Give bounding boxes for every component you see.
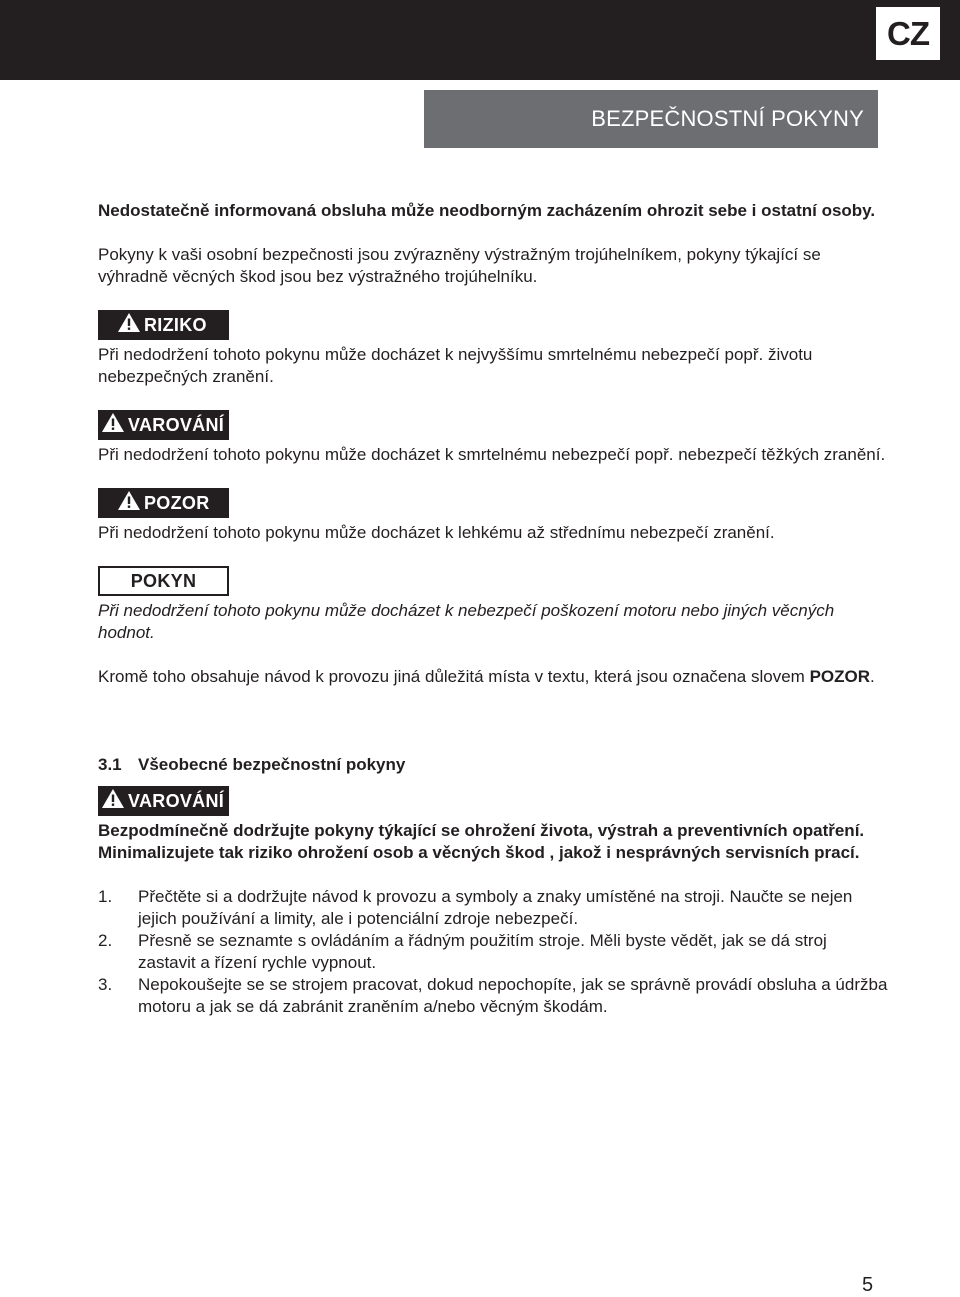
pozor-label bbox=[98, 488, 229, 518]
riziko-text: Při nedodržení tohoto pokynu může docházet k nejvyššímu smrtelnému nebezpečí popř. životu nebezpečných zranění. bbox=[98, 345, 813, 386]
warning-triangle-icon bbox=[102, 789, 124, 813]
pokyn-block bbox=[98, 566, 888, 644]
riziko-label bbox=[98, 310, 229, 340]
note-keyword: POZOR bbox=[809, 667, 871, 686]
top-bar bbox=[0, 0, 960, 80]
section-number: 3.1 bbox=[98, 755, 122, 774]
pokyn-text: Při nedodržení tohoto pokynu může docházet k nebezpečí poškození motoru nebo jiných věcných hodnot. bbox=[98, 601, 835, 642]
pozor-block bbox=[98, 488, 888, 544]
varovani-text: Při nedodržení tohoto pokynu může docházet k smrtelnému nebezpečí popř. nebezpečí těžkých zranění. bbox=[98, 445, 886, 464]
note-text bbox=[98, 666, 888, 688]
intro-text: Pokyny k vaši osobní bezpečnosti jsou zvýrazněny výstražným trojúhelníkem, pokyny týkající se výhradně věcných škod jsou bez výstražného trojúhelníku. bbox=[98, 245, 821, 286]
general-warning-text: Bezpodmínečně dodržujte pokyny týkající se ohrožení života, výstrah a preventivních opatření. Minimalizujete tak riziko ohrožení osob a věcných škod , jakož i nesprávných servisních prací. bbox=[98, 821, 865, 862]
section-heading bbox=[98, 754, 888, 776]
page-number: 5 bbox=[862, 1274, 874, 1296]
varovani-block bbox=[98, 410, 888, 466]
list-item-number: 3. bbox=[98, 975, 113, 994]
list-item bbox=[98, 886, 888, 930]
intro-bold-text: Nedostatečně informovaná obsluha může neodborným zacházením ohrozit sebe i ostatní osoby. bbox=[98, 201, 876, 220]
safety-steps-list bbox=[98, 886, 888, 1018]
list-item-number: 2. bbox=[98, 931, 113, 950]
list-item bbox=[98, 974, 888, 1018]
list-item-text: Nepokoušejte se se strojem pracovat, dokud nepochopíte, jak se správně provádí obsluha a údržba motoru a jak se dá zabránit zraněním a/nebo věcným škodám. bbox=[138, 975, 888, 1016]
varovani-label bbox=[98, 410, 229, 440]
warning-triangle-icon bbox=[118, 491, 140, 515]
section-title: BEZPEČNOSTNÍ POKYNY bbox=[424, 90, 878, 148]
list-item bbox=[98, 930, 888, 974]
pokyn-label: POKYN bbox=[98, 566, 229, 596]
pozor-text: Při nedodržení tohoto pokynu může docházet k lehkému až střednímu nebezpečí zranění. bbox=[98, 523, 775, 542]
varovani-label-text: VAROVÁNÍ bbox=[128, 415, 225, 435]
page-content bbox=[98, 200, 888, 1018]
warning-triangle-icon bbox=[118, 313, 140, 337]
note-body: Kromě toho obsahuje návod k provozu jiná důležitá místa v textu, která jsou označena slovem bbox=[98, 667, 810, 686]
list-item-number: 1. bbox=[98, 887, 113, 906]
riziko-block bbox=[98, 310, 888, 388]
pozor-label-text: POZOR bbox=[144, 493, 210, 513]
riziko-label-text: RIZIKO bbox=[144, 315, 207, 335]
general-varovani-label bbox=[98, 786, 229, 816]
general-varovani-label-text: VAROVÁNÍ bbox=[128, 791, 225, 811]
section-heading-title: Všeobecné bezpečnostní pokyny bbox=[138, 755, 406, 774]
note-suffix: . bbox=[870, 667, 875, 686]
warning-triangle-icon bbox=[102, 413, 124, 437]
general-warning-block bbox=[98, 786, 888, 864]
language-badge: CZ bbox=[876, 7, 940, 60]
list-item-text: Přesně se seznamte s ovládáním a řádným použitím stroje. Měli byste vědět, jak se dá stroj zastavit a řízení rychle vypnout. bbox=[138, 931, 827, 972]
list-item-text: Přečtěte si a dodržujte návod k provozu a symboly a znaky umístěné na stroji. Naučte se nejen jejich používání a limity, ale i potenciální zdroje nebezpečí. bbox=[138, 887, 853, 928]
